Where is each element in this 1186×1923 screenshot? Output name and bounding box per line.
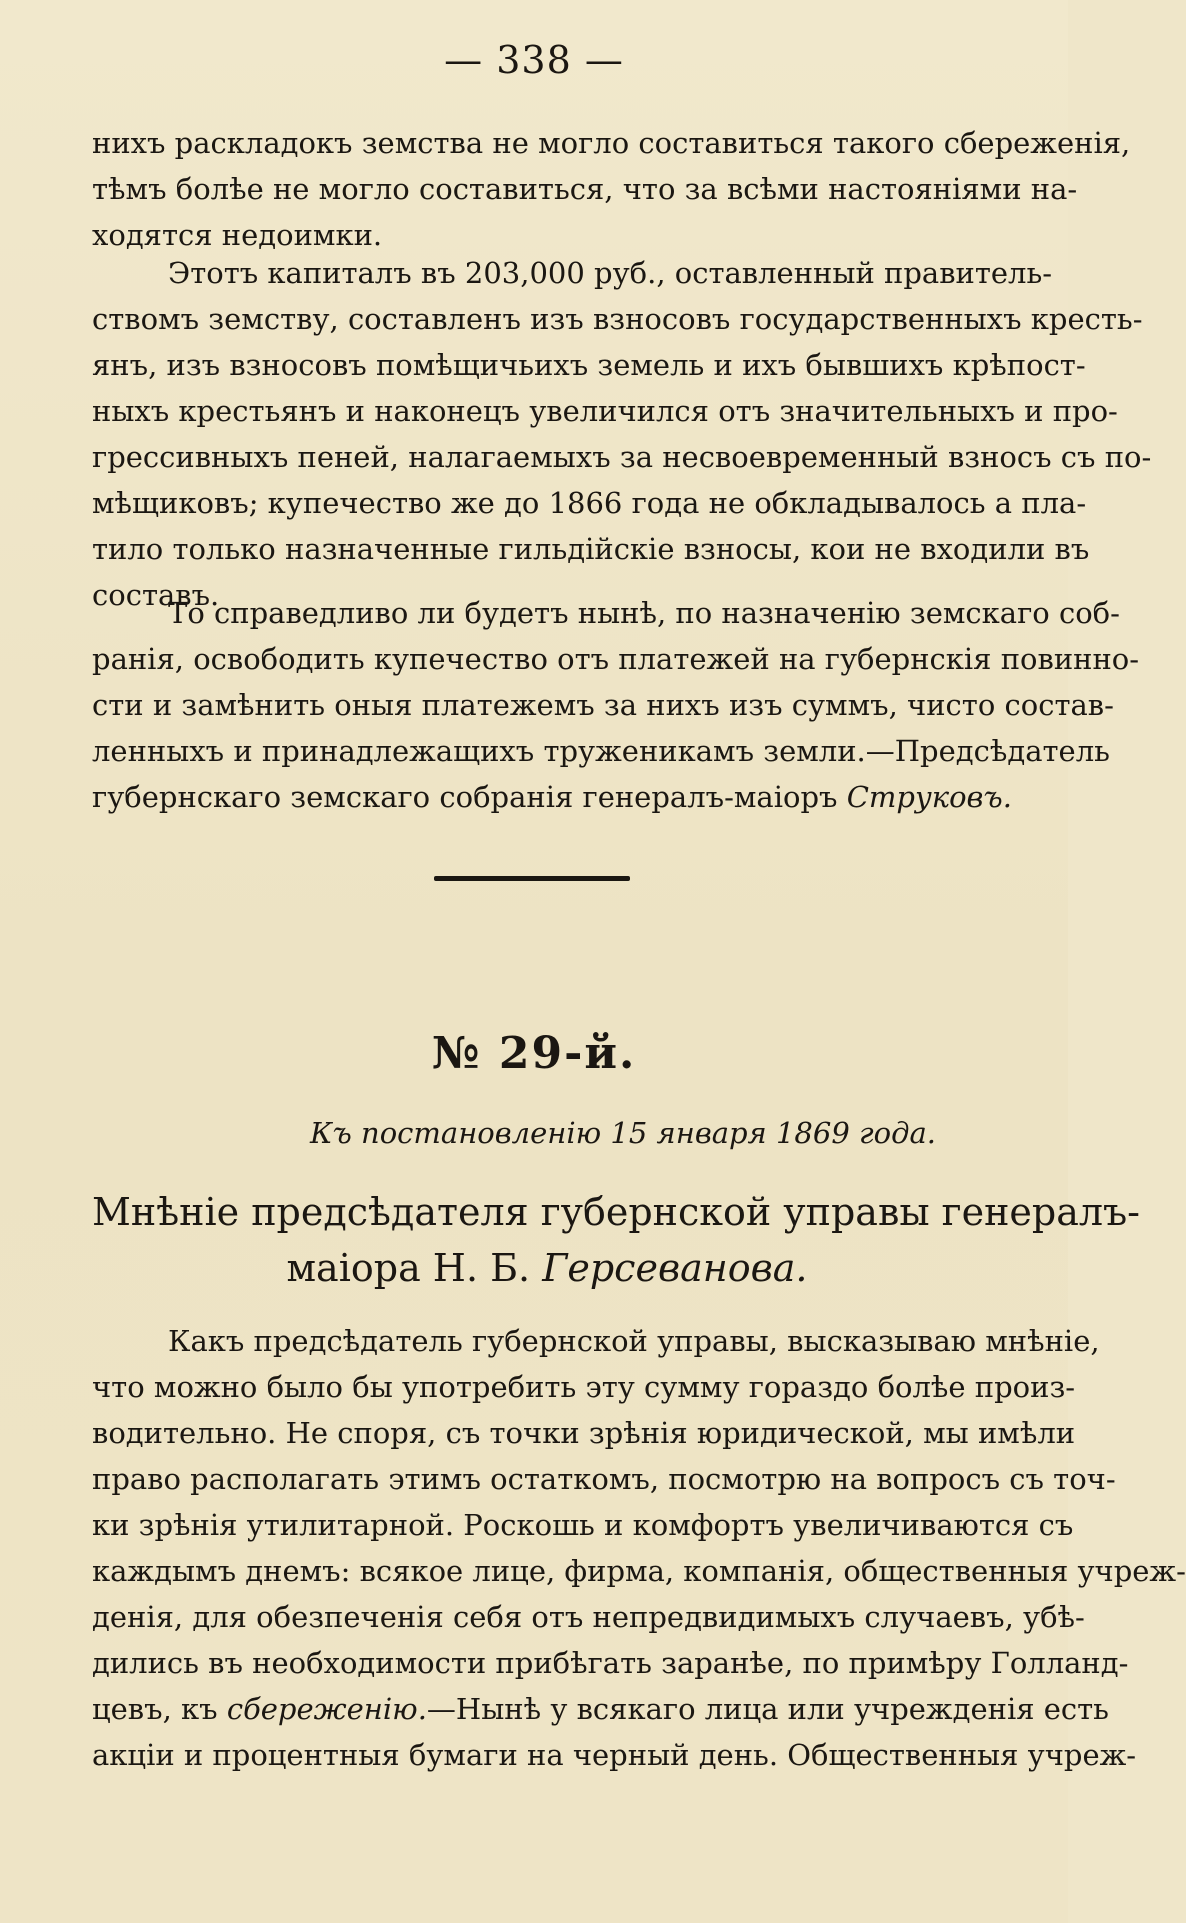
text-line: каждымъ днемъ: всякое лице, фирма, компанія, общественныя учреж- [92, 1554, 1186, 1588]
text-line: что можно было бы употребить эту сумму гораздо болѣе произ- [92, 1370, 1076, 1404]
paragraph-justice [92, 590, 1140, 820]
signature-line [92, 774, 1012, 820]
line-prefix: цевъ, къ [92, 1692, 218, 1726]
text-line: водительно. Не споря, съ точки зрѣнія юридической, мы имѣли [92, 1416, 1076, 1450]
italic-term: сбереженію. [226, 1692, 427, 1726]
document-number: № 29-й. [431, 1028, 637, 1079]
heading-line-1: Мнѣніе предсѣдателя губернской управы генералъ- [92, 1190, 1141, 1234]
heading-line-2-prefix: маіора Н. Б. [286, 1246, 531, 1290]
text-line: тило только назначенные гильдійскіе взносы, кои не входили въ [92, 532, 1090, 566]
text-line: сти и замѣнить оныя платежемъ за нихъ изъ суммъ, чисто состав- [92, 688, 1114, 722]
resolution-reference: Къ постановленію 15 января 1869 года. [310, 1116, 936, 1150]
section-divider [434, 876, 630, 881]
text-line: составъ. [92, 578, 220, 612]
text-line: право располагать этимъ остаткомъ, посмотрю на вопросъ съ точ- [92, 1462, 1116, 1496]
text-line: То справедливо ли будетъ нынѣ, по назначенію земскаго соб- [168, 596, 1120, 630]
text-line: денія, для обезпеченія себя отъ непредвидимыхъ случаевъ, убѣ- [92, 1600, 1085, 1634]
paragraph-continuation [92, 120, 1131, 258]
text-line: мѣщиковъ; купечество же до 1866 года не обкладывалось а пла- [92, 486, 1087, 520]
text-line: ствомъ земству, составленъ изъ взносовъ государственныхъ кресть- [92, 302, 1143, 336]
text-line: Этотъ капиталъ въ 203,000 руб., оставленный правитель- [168, 256, 1053, 290]
text-line: акціи и процентныя бумаги на черный день. Общественныя учреж- [92, 1738, 1137, 1772]
text-line: янъ, изъ взносовъ помѣщичьихъ земель и ихъ бывшихъ крѣпост- [92, 348, 1086, 382]
signature-prefix: губернскаго земскаго собранія генералъ-маіоръ [92, 780, 838, 814]
text-line: ходятся недоимки. [92, 218, 383, 252]
document-heading [92, 1184, 1141, 1296]
paragraph-opinion [92, 1318, 1186, 1778]
text-line: ленныхъ и принадлежащихъ труженикамъ земли.—Предсѣдатель [92, 734, 1110, 768]
text-line: грессивныхъ пеней, налагаемыхъ за несвоевременный взносъ съ по- [92, 440, 1152, 474]
text-line: дились въ необходимости прибѣгать заранѣе, по примѣру Голланд- [92, 1646, 1129, 1680]
text-line: нихъ раскладокъ земства не могло составиться такого сбереженія, [92, 126, 1131, 160]
text-line: тѣмъ болѣе не могло составиться, что за всѣми настояніями на- [92, 172, 1078, 206]
page-number: — 338 — [444, 38, 624, 82]
heading-author-name: Герсеванова. [542, 1246, 808, 1290]
signature-name: Струковъ. [846, 780, 1012, 814]
text-line: Какъ предсѣдатель губернской управы, высказываю мнѣніе, [168, 1324, 1100, 1358]
text-line [92, 1686, 1109, 1732]
text-line: ки зрѣнія утилитарной. Роскошь и комфортъ увеличиваются съ [92, 1508, 1074, 1542]
line-suffix: —Нынѣ у всякаго лица или учрежденія есть [426, 1692, 1109, 1726]
paragraph-capital [92, 250, 1152, 618]
text-line: ныхъ крестьянъ и наконецъ увеличился отъ значительныхъ и про- [92, 394, 1118, 428]
heading-line-2 [92, 1240, 1002, 1296]
text-line: ранія, освободить купечество отъ платежей на губернскія повинно- [92, 642, 1140, 676]
